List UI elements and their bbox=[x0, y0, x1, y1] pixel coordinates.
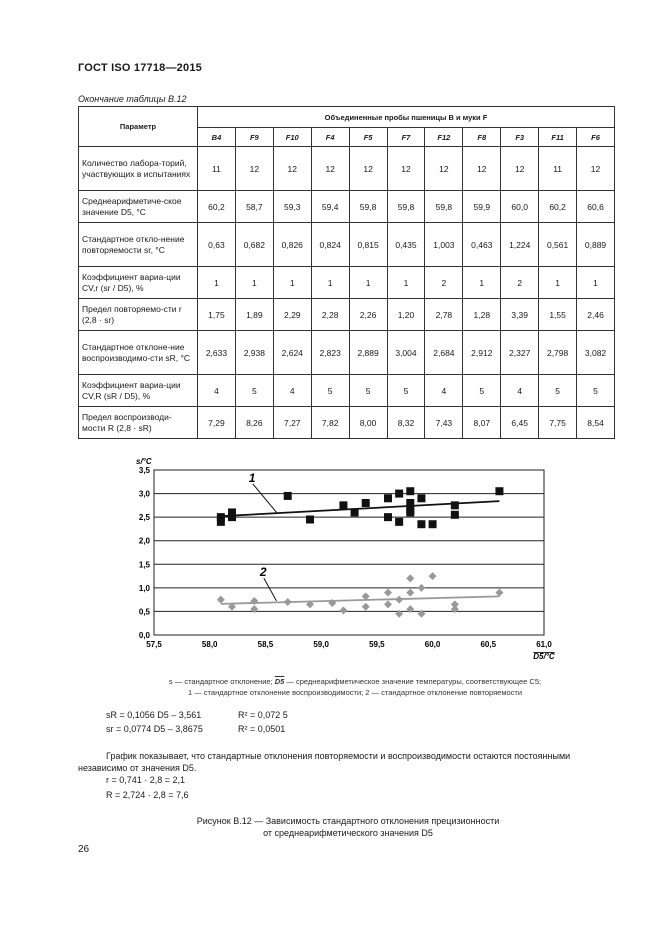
table-caption: Окончание таблицы В.12 bbox=[78, 94, 187, 104]
y-tick-label: 1,5 bbox=[138, 560, 150, 570]
table-cell: 5 bbox=[577, 375, 615, 407]
annotation-leader-line bbox=[264, 578, 277, 601]
y-tick-label: 2,5 bbox=[138, 513, 150, 523]
table-row bbox=[79, 191, 615, 223]
table-cell: 1,28 bbox=[463, 299, 501, 331]
table-cell: 1 bbox=[349, 267, 387, 299]
formula-r: r = 0,741 · 2,8 = 2,1 bbox=[106, 775, 186, 785]
table-cell: 2,624 bbox=[273, 331, 311, 375]
table-cell: 1,003 bbox=[425, 223, 463, 267]
x-tick-label: 58,5 bbox=[257, 640, 274, 649]
table-cell: 2,327 bbox=[501, 331, 539, 375]
figure-caption-line2: от среднеарифметического значения D5 bbox=[263, 828, 433, 838]
table-cell: 1,224 bbox=[501, 223, 539, 267]
document-header: ГОСТ ISO 17718—2015 bbox=[78, 62, 202, 74]
row-label: Стандартное откло-нение повторяемости sr, °C bbox=[79, 223, 198, 267]
data-point-square bbox=[395, 518, 403, 526]
table-row bbox=[79, 147, 615, 191]
data-point-square bbox=[306, 516, 314, 524]
column-header: F4 bbox=[311, 128, 349, 147]
table-cell: 1 bbox=[311, 267, 349, 299]
table-cell: 3,004 bbox=[387, 331, 425, 375]
table-row bbox=[79, 407, 615, 439]
table-cell: 1 bbox=[273, 267, 311, 299]
table-cell: 60,0 bbox=[501, 191, 539, 223]
legend-line1-b: — среднеарифметическое значение температуры, соответствующее C5; bbox=[286, 677, 542, 686]
table-cell: 59,3 bbox=[273, 191, 311, 223]
data-point-diamond bbox=[395, 596, 403, 604]
table-cell: 12 bbox=[311, 147, 349, 191]
data-point-diamond bbox=[284, 598, 292, 606]
data-point-square bbox=[451, 501, 459, 509]
table-cell: 1 bbox=[463, 267, 501, 299]
x-tick-label: 60,0 bbox=[424, 640, 441, 649]
table-cell: 6,45 bbox=[501, 407, 539, 439]
table-cell: 2 bbox=[425, 267, 463, 299]
table-cell: 5 bbox=[387, 375, 425, 407]
y-axis-label: s/°C bbox=[136, 457, 152, 466]
table-cell: 1,20 bbox=[387, 299, 425, 331]
table-cell: 7,43 bbox=[425, 407, 463, 439]
table-cell: 1,55 bbox=[539, 299, 577, 331]
data-point-square bbox=[451, 511, 459, 519]
table-cell: 1 bbox=[539, 267, 577, 299]
table-cell: 1 bbox=[577, 267, 615, 299]
y-tick-label: 0,5 bbox=[138, 607, 150, 617]
x-axis-label: D5/°C bbox=[533, 652, 555, 661]
param-header: Параметр bbox=[79, 107, 198, 147]
y-tick-label: 3,5 bbox=[138, 466, 150, 475]
table-cell: 0,561 bbox=[539, 223, 577, 267]
table-cell: 4 bbox=[501, 375, 539, 407]
table-cell: 4 bbox=[425, 375, 463, 407]
row-label: Количество лабора-торий, участвующих в испытаниях bbox=[79, 147, 198, 191]
table-row bbox=[79, 375, 615, 407]
table-cell: 8,00 bbox=[349, 407, 387, 439]
table-cell: 0,824 bbox=[311, 223, 349, 267]
table-cell: 1 bbox=[235, 267, 273, 299]
table-cell: 1,75 bbox=[198, 299, 236, 331]
table-cell: 5 bbox=[235, 375, 273, 407]
x-tick-label: 57,5 bbox=[146, 640, 162, 649]
table-cell: 8,07 bbox=[463, 407, 501, 439]
series-annotation-1: 1 bbox=[248, 470, 256, 485]
table-cell: 12 bbox=[387, 147, 425, 191]
row-label: Среднеарифметиче-ское значение D5, °C bbox=[79, 191, 198, 223]
table-cell: 59,8 bbox=[387, 191, 425, 223]
body-paragraph: График показывает, что стандартные отклонения повторяемости и воспроизводимости остаются постоянными независимо от значения D5. bbox=[78, 751, 571, 773]
table-row bbox=[79, 223, 615, 267]
y-tick-label: 2,0 bbox=[138, 536, 150, 546]
trend-line-2 bbox=[221, 596, 500, 604]
data-point-square bbox=[217, 513, 225, 521]
equation-r2-R: R² = 0,072 5 bbox=[238, 710, 288, 720]
table-cell: 1,89 bbox=[235, 299, 273, 331]
table-cell: 7,27 bbox=[273, 407, 311, 439]
data-point-square bbox=[362, 499, 370, 507]
figure-caption-line1: Рисунок В.12 — Зависимость стандартного отклонения прецизионности bbox=[196, 816, 500, 826]
table-cell: 12 bbox=[501, 147, 539, 191]
page-number: 26 bbox=[78, 844, 90, 855]
table-cell: 5 bbox=[311, 375, 349, 407]
data-point-square bbox=[384, 494, 392, 502]
table-cell: 0,435 bbox=[387, 223, 425, 267]
table-cell: 12 bbox=[273, 147, 311, 191]
row-label: Предел повторяемо-сти r (2,8 · sr) bbox=[79, 299, 198, 331]
table-cell: 2,798 bbox=[539, 331, 577, 375]
y-tick-label: 0,0 bbox=[138, 631, 150, 640]
data-point-square bbox=[417, 520, 425, 528]
column-header: F9 bbox=[235, 128, 273, 147]
table-cell: 2,912 bbox=[463, 331, 501, 375]
row-label: Коэффициент вариа-ции CV,r (sr / D5), % bbox=[79, 267, 198, 299]
table-cell: 2,684 bbox=[425, 331, 463, 375]
column-header: F10 bbox=[273, 128, 311, 147]
data-point-diamond bbox=[217, 596, 225, 604]
column-header: F8 bbox=[463, 128, 501, 147]
data-point-square bbox=[339, 501, 347, 509]
table-cell: 0,463 bbox=[463, 223, 501, 267]
formula-R: R = 2,724 · 2,8 = 7,6 bbox=[106, 790, 189, 800]
data-point-square bbox=[406, 499, 414, 507]
table-cell: 2,46 bbox=[577, 299, 615, 331]
table-cell: 4 bbox=[198, 375, 236, 407]
data-point-diamond bbox=[384, 600, 392, 608]
data-point-square bbox=[406, 508, 414, 516]
table-cell: 2,26 bbox=[349, 299, 387, 331]
table-cell: 2,78 bbox=[425, 299, 463, 331]
table-cell: 12 bbox=[577, 147, 615, 191]
table-cell: 59,8 bbox=[425, 191, 463, 223]
row-label: Предел воспроизводи-мости R (2,8 · sR) bbox=[79, 407, 198, 439]
column-header: B4 bbox=[198, 128, 236, 147]
data-point-square bbox=[284, 492, 292, 500]
x-tick-label: 59,0 bbox=[313, 640, 329, 649]
data-point-diamond bbox=[417, 584, 425, 592]
table-cell: 0,815 bbox=[349, 223, 387, 267]
data-point-diamond bbox=[339, 606, 347, 614]
table-cell: 5 bbox=[539, 375, 577, 407]
table-cell: 2,889 bbox=[349, 331, 387, 375]
table-cell: 5 bbox=[349, 375, 387, 407]
table-cell: 2,29 bbox=[273, 299, 311, 331]
annotation-leader-line bbox=[253, 484, 277, 513]
table-cell: 59,4 bbox=[311, 191, 349, 223]
x-tick-label: 60,5 bbox=[480, 640, 497, 649]
table-cell: 8,54 bbox=[577, 407, 615, 439]
data-point-diamond bbox=[406, 574, 414, 582]
y-tick-label: 3,0 bbox=[138, 489, 150, 499]
figure-caption bbox=[78, 815, 618, 839]
table-cell: 0,889 bbox=[577, 223, 615, 267]
table-cell: 59,8 bbox=[349, 191, 387, 223]
column-header: F11 bbox=[539, 128, 577, 147]
table-cell: 7,75 bbox=[539, 407, 577, 439]
x-tick-label: 58,0 bbox=[201, 640, 218, 649]
table-cell: 12 bbox=[425, 147, 463, 191]
data-point-square bbox=[495, 487, 503, 495]
data-point-square bbox=[228, 508, 236, 516]
row-label: Стандартное отклоне-ние воспроизводимо-сти sR, °C bbox=[79, 331, 198, 375]
equation-sR: sR = 0,1056 D5 – 3,561 bbox=[106, 710, 202, 720]
table-cell: 2,938 bbox=[235, 331, 273, 375]
column-header: F5 bbox=[349, 128, 387, 147]
scatter-chart bbox=[120, 450, 560, 670]
table-cell: 1 bbox=[387, 267, 425, 299]
table-cell: 8,26 bbox=[235, 407, 273, 439]
column-header: F6 bbox=[577, 128, 615, 147]
data-point-square bbox=[351, 508, 359, 516]
equation-r2-r: R² = 0,0501 bbox=[238, 724, 286, 734]
row-label: Коэффициент вариа-ции CV,R (sR / D5), % bbox=[79, 375, 198, 407]
table-cell: 2,28 bbox=[311, 299, 349, 331]
table-cell: 60,6 bbox=[577, 191, 615, 223]
table-cell: 4 bbox=[273, 375, 311, 407]
table-cell: 12 bbox=[235, 147, 273, 191]
table-cell: 58,7 bbox=[235, 191, 273, 223]
table-cell: 59,9 bbox=[463, 191, 501, 223]
data-point-square bbox=[384, 513, 392, 521]
x-tick-label: 59,5 bbox=[369, 640, 385, 649]
legend-line1-a: s — стандартное отклонение; bbox=[168, 677, 273, 686]
column-header: F7 bbox=[387, 128, 425, 147]
equation-sr: sr = 0,0774 D5 – 3,8675 bbox=[106, 724, 203, 734]
table-cell: 8,32 bbox=[387, 407, 425, 439]
data-point-square bbox=[395, 490, 403, 498]
table-row bbox=[79, 331, 615, 375]
table-cell: 11 bbox=[198, 147, 236, 191]
table-cell: 60,2 bbox=[198, 191, 236, 223]
plot-frame bbox=[154, 470, 544, 635]
data-point-diamond bbox=[495, 589, 503, 597]
table-cell: 2 bbox=[501, 267, 539, 299]
data-point-diamond bbox=[406, 589, 414, 597]
table-cell: 3,39 bbox=[501, 299, 539, 331]
table-cell: 0,826 bbox=[273, 223, 311, 267]
table-cell: 5 bbox=[463, 375, 501, 407]
x-tick-label: 61,0 bbox=[536, 640, 552, 649]
data-point-square bbox=[417, 494, 425, 502]
table-cell: 11 bbox=[539, 147, 577, 191]
data-point-square bbox=[406, 487, 414, 495]
column-header: F3 bbox=[501, 128, 539, 147]
table-cell: 60,2 bbox=[539, 191, 577, 223]
column-header: F12 bbox=[425, 128, 463, 147]
table-cell: 2,823 bbox=[311, 331, 349, 375]
table-cell: 0,682 bbox=[235, 223, 273, 267]
table-cell: 0,63 bbox=[198, 223, 236, 267]
series-annotation-2: 2 bbox=[259, 565, 267, 580]
y-tick-label: 1,0 bbox=[138, 583, 150, 593]
chart-legend bbox=[120, 676, 590, 698]
table-cell: 1 bbox=[198, 267, 236, 299]
table-cell: 3,082 bbox=[577, 331, 615, 375]
table-cell: 12 bbox=[349, 147, 387, 191]
legend-line2: 1 — стандартное отклонение воспроизводимости; 2 — стандартное отклонение повторяемости bbox=[187, 688, 523, 697]
table-cell: 7,82 bbox=[311, 407, 349, 439]
table-cell: 12 bbox=[463, 147, 501, 191]
group-header: Объединенные пробы пшеницы B и муки F bbox=[198, 107, 615, 128]
table-row bbox=[79, 267, 615, 299]
table-cell: 2,633 bbox=[198, 331, 236, 375]
data-point-diamond bbox=[384, 589, 392, 597]
data-point-diamond bbox=[362, 603, 370, 611]
table-row bbox=[79, 299, 615, 331]
data-point-diamond bbox=[429, 572, 437, 580]
precision-table bbox=[78, 106, 615, 439]
data-point-square bbox=[429, 520, 437, 528]
table-cell: 7,29 bbox=[198, 407, 236, 439]
legend-d5: D5 bbox=[274, 677, 285, 686]
